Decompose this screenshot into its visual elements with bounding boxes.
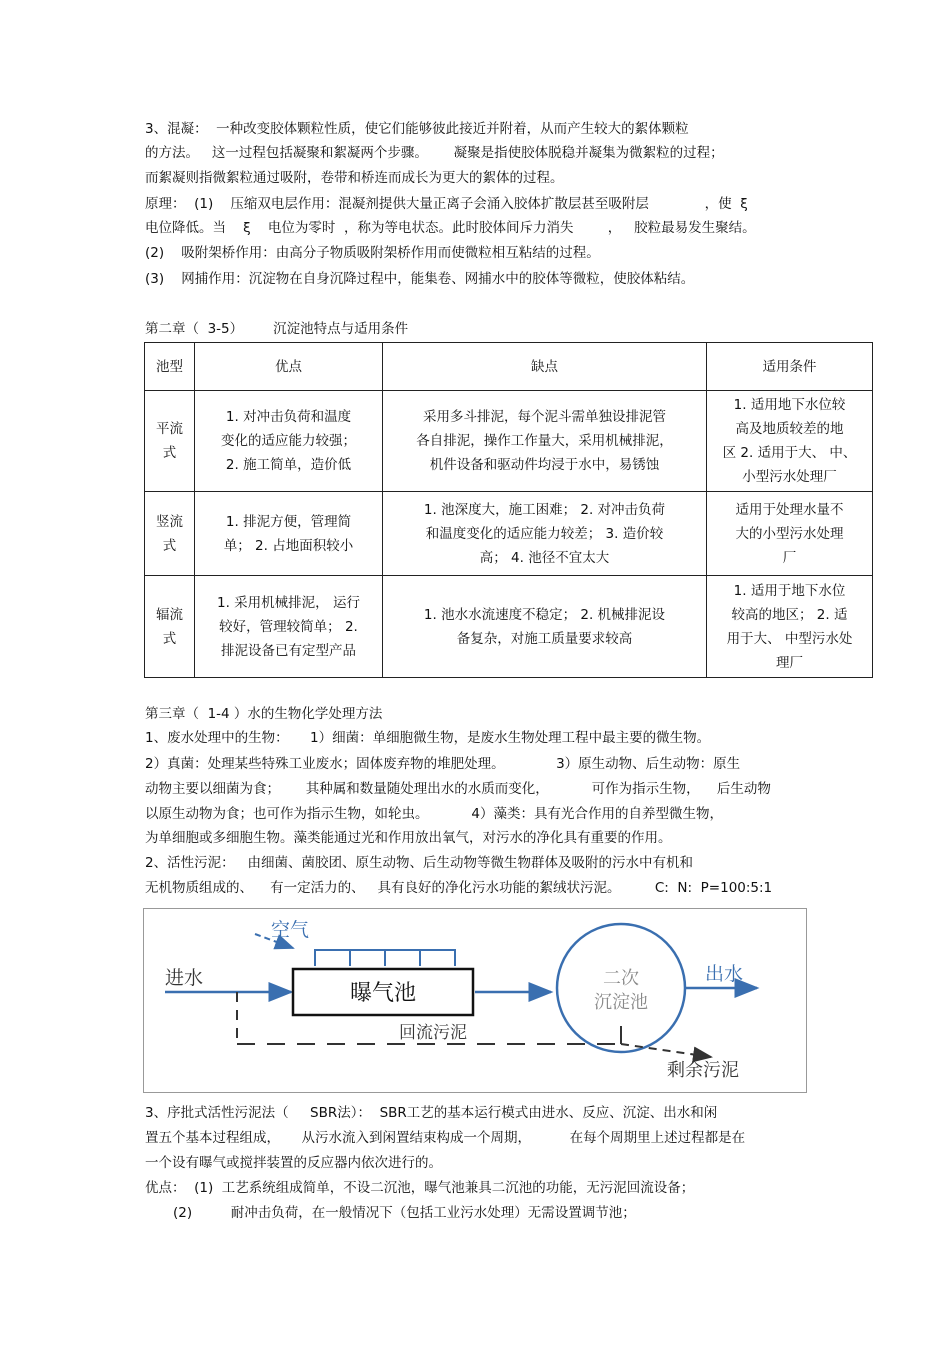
activated-sludge-diagram bbox=[143, 908, 807, 1093]
table-header-row bbox=[145, 343, 873, 391]
table-cell: 辐流 式 bbox=[145, 576, 195, 678]
outflow-label: 出水 bbox=[705, 963, 744, 985]
table-cell: 1. 对冲击负荷和温度 变化的适应能力较强； 2. 施工简单，造价低 bbox=[195, 391, 383, 492]
table-header-cell: 优点 bbox=[195, 343, 383, 391]
text-line: 无机物质组成的、 有一定活力的、 具有良好的净化污水功能的絮绒状污泥。 C: N: P=100:5:1 bbox=[145, 880, 773, 896]
text-line: 2、活性污泥： 由细菌、菌胶团、原生动物、后生动物等微生物群体及吸附的污水中有机和 bbox=[145, 855, 693, 871]
table-caption: 第二章（ 3-5） 沉淀池特点与适用条件 bbox=[145, 321, 409, 337]
table-cell: 1. 采用机械排泥， 运行 较好，管理较简单； 2. 排泥设备已有定型产品 bbox=[195, 576, 383, 678]
secondary-clarifier-label: 沉淀池 bbox=[594, 992, 648, 1013]
return-sludge-label: 回流污泥 bbox=[399, 1023, 467, 1043]
table-header-cell: 适用条件 bbox=[707, 343, 873, 391]
text-line: 的方法。 这一过程包括凝聚和絮凝两个步骤。 凝聚是指使胶体脱稳并凝集为微絮粒的过程； bbox=[145, 145, 724, 161]
text-line: 1、废水处理中的生物： 1）细菌：单细胞微生物，是废水生物处理工程中最主要的微生物。 bbox=[145, 730, 711, 746]
text-line: (2) 吸附架桥作用：由高分子物质吸附架桥作用而使微粒相互粘结的过程。 bbox=[145, 245, 600, 261]
aeration-tank-label: 曝气池 bbox=[349, 981, 417, 1006]
table-cell: 采用多斗排泥，每个泥斗需单独设排泥管 各自排泥，操作工作量大，采用机械排泥， 机件设备和驱动件均浸于水中，易锈蚀 bbox=[383, 391, 707, 492]
text-line: 而絮凝则指微絮粒通过吸附，卷带和桥连而成长为更大的絮体的过程。 bbox=[145, 170, 564, 186]
inflow-label: 进水 bbox=[165, 967, 204, 989]
excess-sludge-label: 剩余污泥 bbox=[667, 1060, 739, 1081]
table-cell: 竖流 式 bbox=[145, 492, 195, 576]
air-label: 空气 bbox=[271, 919, 310, 941]
text-line: 一个设有曝气或搅拌装置的反应器内依次进行的。 bbox=[145, 1155, 442, 1171]
secondary-clarifier-label: 二次 bbox=[603, 968, 639, 989]
text-line: 为单细胞或多细胞生物。藻类能通过光和作用放出氧气，对污水的净化具有重要的作用。 bbox=[145, 830, 672, 846]
text-line: 电位降低。当 ξ 电位为零时 ，称为等电状态。此时胶体间斥力消失 ， 胶粒最易发生聚结。 bbox=[145, 220, 756, 236]
table-row bbox=[145, 391, 873, 492]
table-cell: 1. 适用于地下水位 较高的地区； 2. 适 用于大、 中型污水处 理厂 bbox=[707, 576, 873, 678]
table-cell: 1. 池水水流速度不稳定； 2. 机械排泥设 备复杂，对施工质量要求较高 bbox=[383, 576, 707, 678]
text-line: 3、序批式活性污泥法（ SBR法）： SBR工艺的基本运行模式由进水、反应、沉淀、出水和闲 bbox=[145, 1105, 718, 1121]
text-line: 2）真菌：处理某些特殊工业废水；固体废弃物的堆肥处理。 3）原生动物、后生动物：原生 bbox=[145, 756, 741, 772]
section-heading: 第三章（ 1-4 ）水的生物化学处理方法 bbox=[145, 706, 383, 722]
table-cell: 1. 适用地下水位较 高及地质较差的地 区 2. 适用于大、 中、 小型污水处理厂 bbox=[707, 391, 873, 492]
table-cell: 平流 式 bbox=[145, 391, 195, 492]
text-line: 以原生动物为食；也可作为指示生物，如轮虫。 4）藻类：具有光合作用的自养型微生物， bbox=[145, 806, 724, 822]
table-header-cell: 缺点 bbox=[383, 343, 707, 391]
table-cell: 1. 排泥方便，管理简 单； 2. 占地面积较小 bbox=[195, 492, 383, 576]
table-cell: 适用于处理水量不 大的小型污水处理 厂 bbox=[707, 492, 873, 576]
table-row bbox=[145, 492, 873, 576]
settling-tank-table bbox=[144, 342, 873, 678]
text-line: 原理： (1) 压缩双电层作用：混凝剂提供大量正离子会涌入胶体扩散层甚至吸附层 ，使 ξ bbox=[145, 196, 748, 212]
text-line: 3、混凝： 一种改变胶体颗粒性质，使它们能够彼此接近并附着，从而产生较大的絮体颗粒 bbox=[145, 121, 689, 137]
table-row bbox=[145, 576, 873, 678]
text-line: 优点： (1) 工艺系统组成简单，不设二沉池，曝气池兼具二沉池的功能，无污泥回流设备； bbox=[145, 1180, 695, 1196]
table-cell: 1. 池深度大，施工困难； 2. 对冲击负荷 和温度变化的适应能力较差； 3. 造价较 高； 4. 池径不宜太大 bbox=[383, 492, 707, 576]
text-line: (3) 网捕作用：沉淀物在自身沉降过程中，能集卷、网捕水中的胶体等微粒，使胶体粘结。 bbox=[145, 271, 695, 287]
table-header-cell: 池型 bbox=[145, 343, 195, 391]
text-line: 置五个基本过程组成， 从污水流入到闲置结束构成一个周期， 在每个周期里上述过程都是在 bbox=[145, 1130, 746, 1146]
text-line: 动物主要以细菌为食； 其种属和数量随处理出水的水质而变化， 可作为指示生物， 后生动物 bbox=[145, 781, 771, 797]
text-line: (2) 耐冲击负荷，在一般情况下（包括工业污水处理）无需设置调节池； bbox=[173, 1205, 636, 1221]
